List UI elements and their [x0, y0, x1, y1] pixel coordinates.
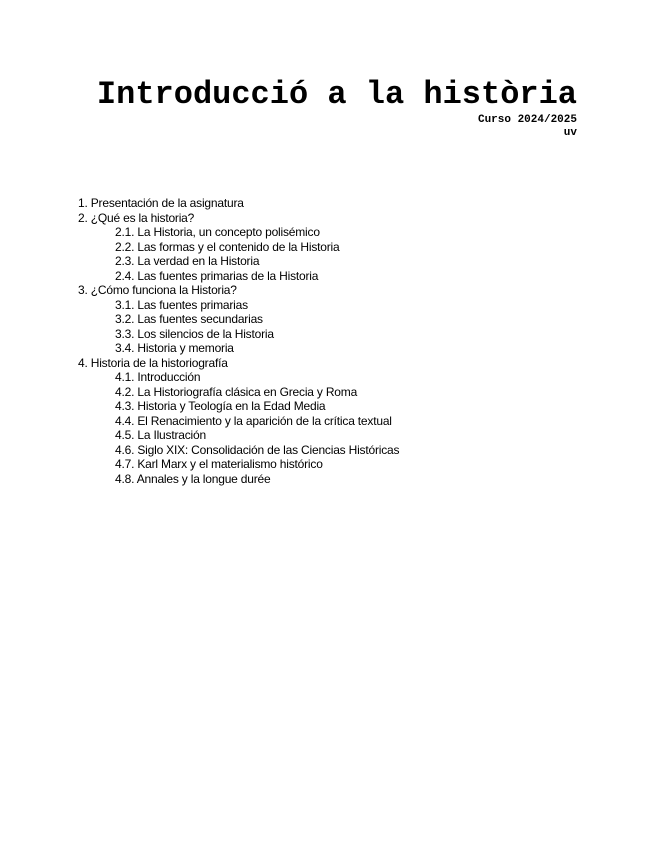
toc-label: Las fuentes primarias de la Historia	[137, 268, 319, 283]
toc-section	[78, 211, 399, 226]
toc-number: 3.3.	[115, 326, 135, 341]
toc-subsection	[78, 370, 399, 385]
toc-number: 2.2.	[115, 239, 135, 254]
toc-label: Annales y la longue durée	[136, 471, 271, 486]
toc-subsection	[78, 327, 399, 342]
toc-label: ¿Cómo funciona la Historia?	[90, 283, 237, 297]
toc-subsection	[78, 414, 399, 429]
toc-subsection	[78, 428, 399, 443]
toc-subsection	[78, 385, 399, 400]
toc-label: Historia de la historiografía	[90, 355, 228, 370]
toc-number: 3.4.	[115, 341, 135, 355]
toc-subsection	[78, 254, 399, 269]
toc-number: 2.1.	[115, 225, 135, 239]
toc-number: 3.2.	[115, 312, 135, 326]
document-header	[97, 76, 577, 140]
toc-label: Historia y memoria	[137, 341, 234, 355]
toc-subsection	[78, 240, 399, 255]
toc-label: Las formas y el contenido de la Historia	[137, 239, 340, 254]
toc-label: Introducción	[137, 370, 201, 384]
toc-label: Siglo XIX: Consolidación de las Ciencias Históricas	[137, 442, 400, 457]
toc-label: Karl Marx y el materialismo histórico	[137, 457, 323, 471]
toc-label: Las fuentes primarias	[137, 297, 248, 312]
toc-number: 4.7.	[115, 457, 135, 471]
toc-number: 2.	[78, 210, 88, 225]
toc-subsection	[78, 399, 399, 414]
toc-label: La Historiografía clásica en Grecia y Roma	[137, 384, 358, 399]
toc-subsection	[78, 269, 399, 284]
toc-number: 4.5.	[115, 428, 135, 442]
toc-subsection	[78, 298, 399, 313]
toc-label: Las fuentes secundarias	[137, 312, 263, 326]
toc-subsection	[78, 312, 399, 327]
toc-section	[78, 196, 399, 211]
toc-number: 3.1.	[115, 297, 135, 312]
table-of-contents	[78, 196, 399, 486]
course-year: Curso 2024/2025	[477, 114, 577, 126]
toc-label: Historia y Teología en la Edad Media	[137, 399, 326, 413]
toc-number: 3.	[78, 283, 88, 297]
toc-number: 4.8.	[115, 471, 135, 486]
toc-number: 4.	[78, 355, 88, 370]
toc-number: 4.2.	[115, 384, 135, 399]
toc-number: 2.3.	[115, 254, 135, 268]
toc-subsection	[78, 472, 399, 487]
toc-label: La verdad en la Historia	[137, 254, 260, 268]
toc-subsection	[78, 457, 399, 472]
toc-label: Los silencios de la Historia	[137, 326, 274, 341]
toc-number: 2.4.	[115, 268, 135, 283]
toc-number: 4.3.	[115, 399, 135, 413]
toc-section	[78, 283, 399, 298]
toc-section	[78, 356, 399, 371]
toc-number: 1.	[78, 196, 88, 210]
toc-number: 4.6.	[115, 442, 135, 457]
toc-label: La Historia, un concepto polisémico	[137, 225, 320, 239]
toc-subsection	[78, 341, 399, 356]
toc-label: La Ilustración	[137, 428, 206, 442]
toc-label: ¿Qué es la historia?	[90, 210, 195, 225]
toc-label: Presentación de la asignatura	[90, 196, 244, 210]
toc-subsection	[78, 225, 399, 240]
toc-number: 4.1.	[115, 370, 135, 384]
toc-subsection	[78, 443, 399, 458]
document-title: Introducció a la història	[96, 76, 577, 113]
toc-number: 4.4.	[115, 413, 135, 428]
toc-label: El Renacimiento y la aparición de la crítica textual	[137, 413, 392, 428]
university-label: uv	[563, 127, 577, 139]
